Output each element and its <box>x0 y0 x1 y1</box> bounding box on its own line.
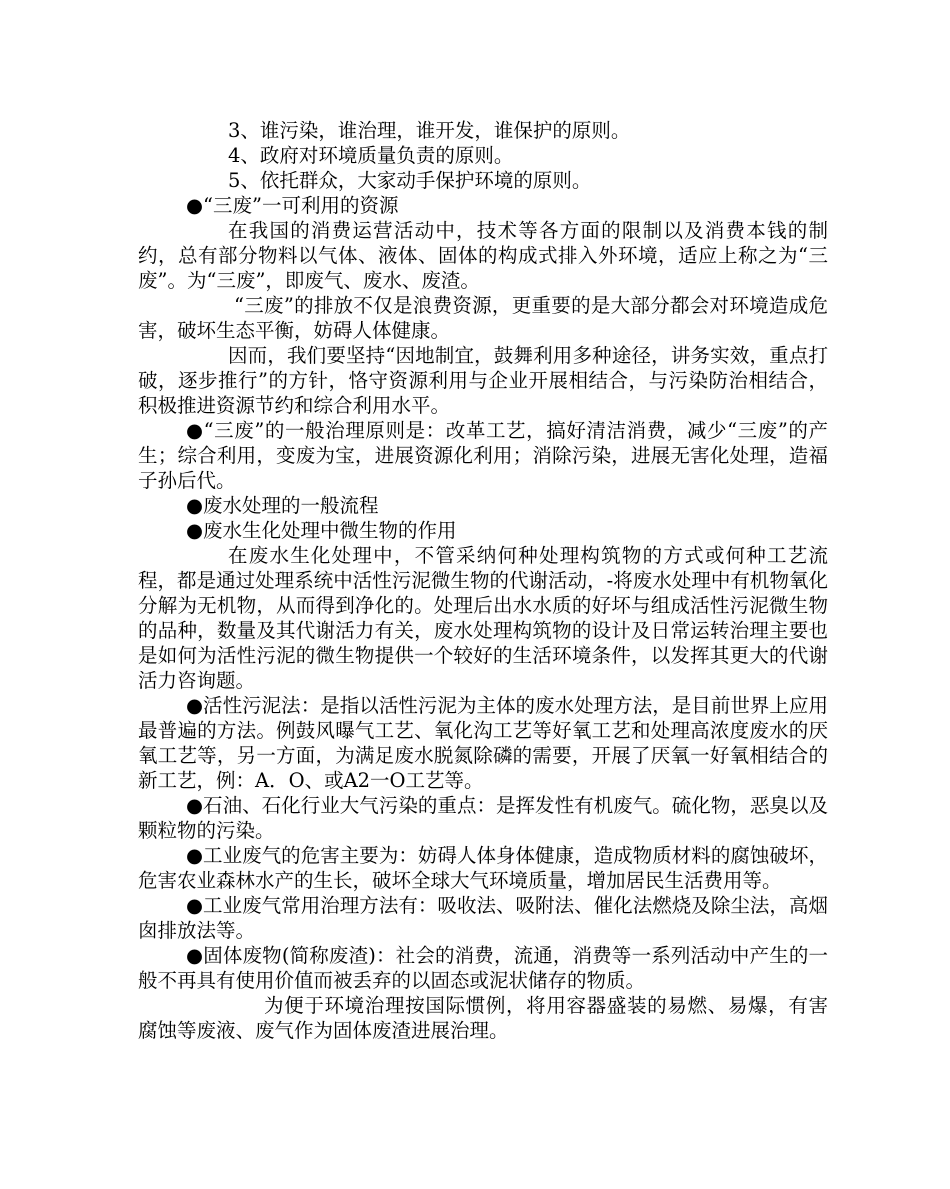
bullet-icon: ● <box>186 519 204 542</box>
bullet-activated-sludge-text: 活性污泥法：是指以活性污泥为主体的废水处理方法，是目前世界上应用最普遍的方法。例鼓风曝气工艺、氧化沟工艺等好氧工艺和处理高浓度废水的厌氧工艺等，另一方面，为满足废水脱氮除磷的需要，开展了厌氧一好氧相结合的新工艺，例：A．O、或A2一O工艺等。 <box>138 694 828 792</box>
bullet-icon: ● <box>186 194 204 217</box>
bullet-icon: ● <box>186 494 204 517</box>
bullet-petrochem <box>138 793 828 843</box>
bullet-microbe-role <box>138 518 828 543</box>
document-page <box>138 118 828 1043</box>
bullet-gas-harm-text: 工业废气的危害主要为：妨碍人体身体健康，造成物质材料的腐蚀破坏，危害农业森林水产的生长，破坏全球大气环境质量，增加居民生活费用等。 <box>138 844 828 892</box>
principle-item-4: 4、政府对环境质量负责的原则。 <box>228 144 514 167</box>
bullet-icon: ● <box>186 844 204 867</box>
bullet-microbe-role-text: 废水生化处理中微生物的作用 <box>203 519 457 542</box>
bullet-gas-methods-text: 工业废气常用治理方法有：吸收法、吸附法、催化法燃烧及除尘法，高烟囱排放法等。 <box>138 894 828 942</box>
heading-three-wastes <box>138 193 828 218</box>
principle-item-5: 5、依托群众，大家动手保护环境的原则。 <box>228 169 592 192</box>
bullet-treatment-principle-text: “三废”的一般治理原则是：改革工艺，搞好清洁消费，减少“三废”的产生；综合利用，变废为宝，进展资源化利用；消除污染，进展无害化处理，造福子孙后代。 <box>138 419 828 492</box>
bullet-icon: ● <box>186 944 204 967</box>
bullet-wastewater-flow <box>138 493 828 518</box>
bullet-activated-sludge <box>138 693 828 793</box>
bullet-gas-methods <box>138 893 828 943</box>
bullet-icon: ● <box>186 694 204 717</box>
paragraph-three-wastes-harm: “三废”的排放不仅是浪费资源，更重要的是大部分都会对环境造成危害，破坏生态平衡，妨碍人体健康。 <box>138 294 828 342</box>
paragraph-microbe: 在废水生化处理中，不管采纳何种处理构筑物的方式或何种工艺流程，都是通过处理系统中活性污泥微生物的代谢活动，-将废水处理中有机物氧化分解为无机物，从而得到净化的。处理后出水水质的好坏与组成活性污泥微生物的品种，数量及其代谢活力有关，废水处理构筑物的设计及日常运转治理主要也是如何为活性污泥的微生物提供一个较好的生活环境条件，以发挥其更大的代谢活力咨询题。 <box>138 544 828 692</box>
paragraph-policy: 因而，我们要坚持“因地制宜，鼓舞利用多种途径，讲务实效，重点打破，逐步推行”的方针，恪守资源利用与企业开展相结合，与污染防治相结合，积极推进资源节约和综合利用水平。 <box>138 344 828 417</box>
bullet-gas-harm <box>138 843 828 893</box>
bullet-icon: ● <box>186 894 204 917</box>
bullet-solid-waste <box>138 943 828 993</box>
bullet-treatment-principle <box>138 418 828 493</box>
bullet-solid-waste-text: 固体废物(简称废渣)：社会的消费，流通，消费等一系列活动中产生的一般不再具有使用价值而被丢弃的以固态或泥状储存的物质。 <box>138 944 829 992</box>
heading-three-wastes-text: “三废”一可利用的资源 <box>203 194 399 217</box>
bullet-wastewater-flow-text: 废水处理的一般流程 <box>203 494 379 517</box>
paragraph-three-wastes-definition: 在我国的消费运营活动中，技术等各方面的限制以及消费本钱的制约，总有部分物料以气体、液体、固体的构成式排入外环境，适应上称之为“三废”。为“三废”，即废气、废水、废渣。 <box>138 219 828 292</box>
principle-item-3: 3、谁污染，谁治理，谁开发，谁保护的原则。 <box>228 119 631 142</box>
paragraph-solid-management: 为便于环境治理按国际惯例，将用容器盛装的易燃、易爆，有害腐蚀等废液、废气作为固体废渣进展治理。 <box>138 994 828 1042</box>
bullet-icon: ● <box>186 794 204 817</box>
bullet-icon: ● <box>186 419 204 442</box>
bullet-petrochem-text: 石油、石化行业大气污染的重点：是挥发性有机废气。硫化物，恶臭以及颗粒物的污染。 <box>138 794 828 842</box>
